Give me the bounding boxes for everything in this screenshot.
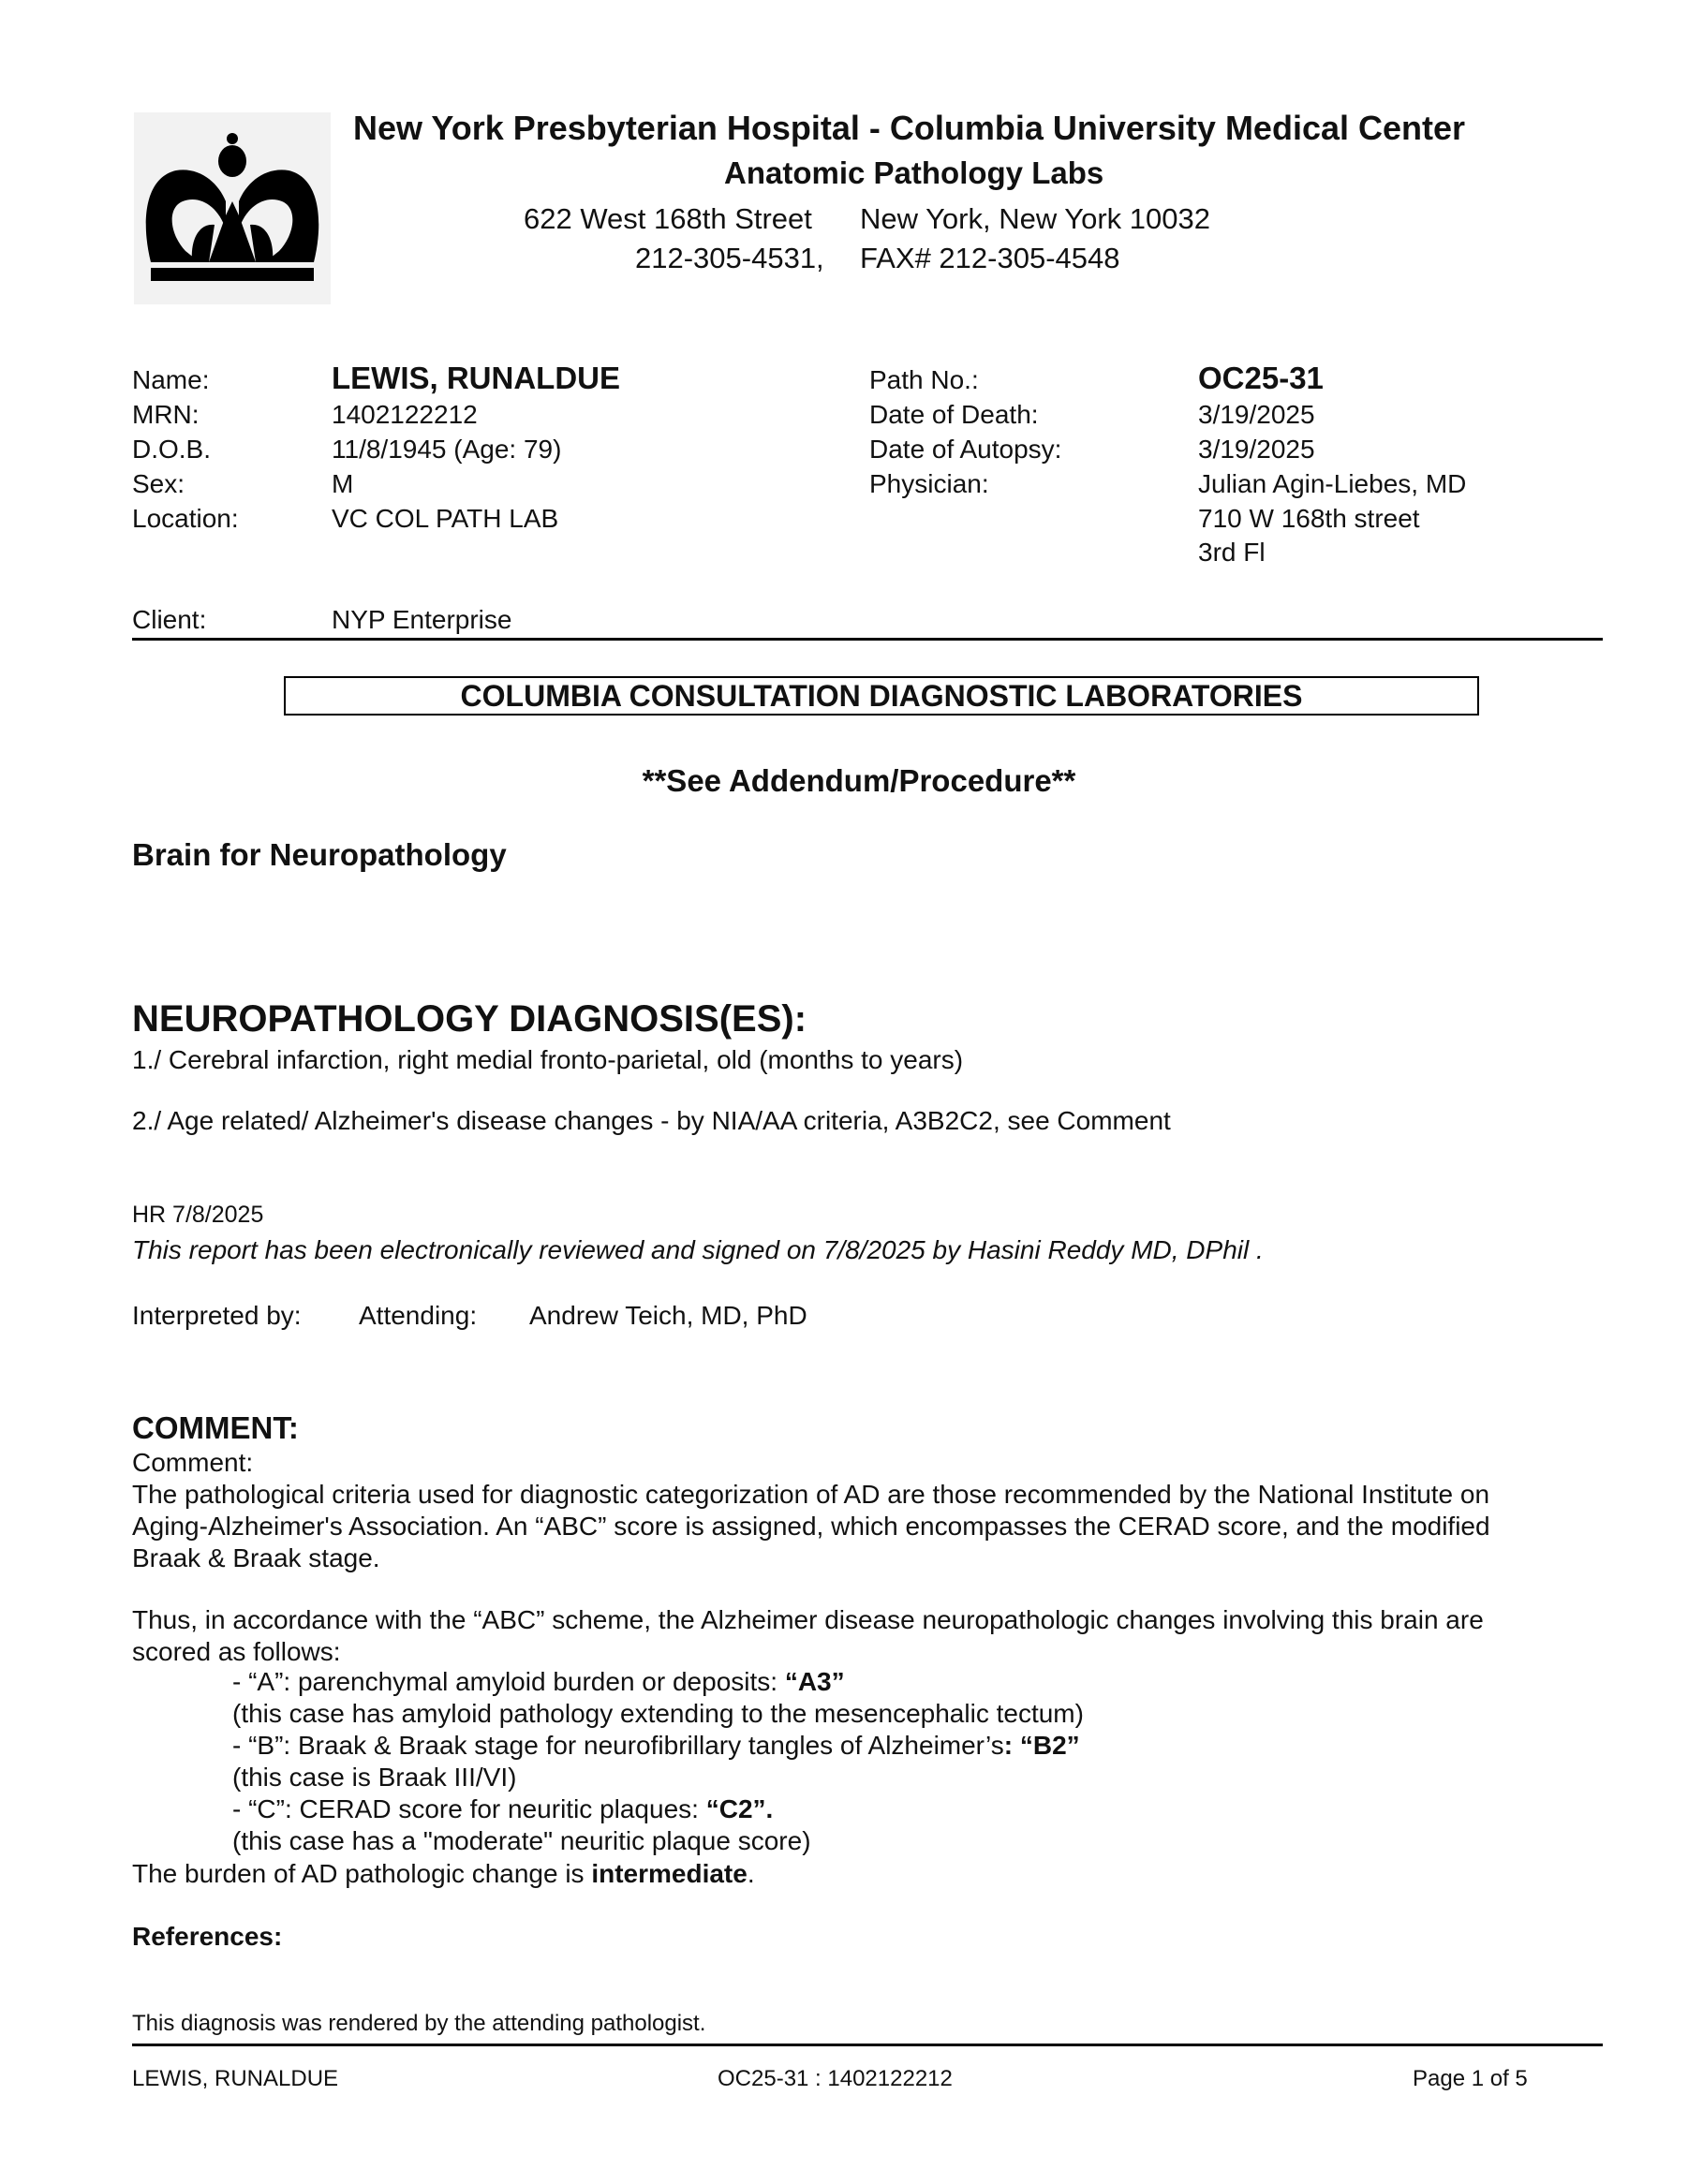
attending-name: Andrew Teich, MD, PhD <box>529 1301 807 1330</box>
score-a-value: “A3” <box>784 1667 845 1696</box>
comment-para2-line2: scored as follows: <box>132 1637 341 1666</box>
score-c-text: - “C”: CERAD score for neuritic plaques: <box>232 1794 706 1823</box>
addendum-note: **See Addendum/Procedure** <box>642 763 1076 798</box>
specimen-title: Brain for Neuropathology <box>132 837 507 872</box>
score-c-line <box>232 1794 773 1824</box>
location-value: VC COL PATH LAB <box>332 504 559 533</box>
footer-divider <box>132 2044 1603 2046</box>
patient-name: LEWIS, RUNALDUE <box>332 361 620 395</box>
autopsy-date-label: Date of Autopsy: <box>869 435 1062 464</box>
score-b-value: “B2” <box>1019 1731 1080 1760</box>
fax-number: FAX# 212-305-4548 <box>860 242 1120 274</box>
score-a-line <box>232 1667 845 1697</box>
signature-initials: HR 7/8/2025 <box>132 1202 264 1228</box>
department-name: Anatomic Pathology Labs <box>724 155 1104 190</box>
comment-para1-line1: The pathological criteria used for diagnostic categorization of AD are those recommended by the National Institute on <box>132 1480 1490 1509</box>
lab-banner: COLUMBIA CONSULTATION DIAGNOSTIC LABORATORIES <box>284 676 1479 716</box>
comment-subheading: Comment: <box>132 1448 254 1477</box>
path-no-value: OC25-31 <box>1198 361 1324 395</box>
physician-address-line1: 710 W 168th street <box>1198 504 1420 533</box>
comment-para2-line1: Thus, in accordance with the “ABC” scheme, the Alzheimer disease neuropathologic changes involving this brain are <box>132 1605 1484 1634</box>
interpreted-by-label: Interpreted by: <box>132 1301 302 1330</box>
header-divider <box>132 638 1603 641</box>
score-a-note: (this case has amyloid pathology extending to the mesencephalic tectum) <box>232 1699 1084 1728</box>
attending-label: Attending: <box>359 1301 478 1330</box>
footer-case-id: OC25-31 : 1402122212 <box>718 2066 953 2091</box>
footer-patient: LEWIS, RUNALDUE <box>132 2066 339 2091</box>
client-label: Client: <box>132 605 207 634</box>
score-c-note: (this case has a "moderate" neuritic plaque score) <box>232 1826 811 1855</box>
sex-label: Sex: <box>132 469 185 498</box>
sex-value: M <box>332 469 354 498</box>
phone-number: 212-305-4531, <box>635 242 824 274</box>
diagnosis-item-2: 2./ Age related/ Alzheimer's disease changes - by NIA/AA criteria, A3B2C2, see Comment <box>132 1106 1171 1135</box>
autopsy-date-value: 3/19/2025 <box>1198 435 1315 464</box>
death-date-value: 3/19/2025 <box>1198 400 1315 429</box>
signature-statement: This report has been electronically reviewed and signed on 7/8/2025 by Hasini Reddy MD, DPhil . <box>132 1235 1264 1264</box>
address-city: New York, New York 10032 <box>860 202 1210 235</box>
score-a-text: - “A”: parenchymal amyloid burden or deposits: <box>232 1667 785 1696</box>
diagnosis-heading: NEUROPATHOLOGY DIAGNOSIS(ES): <box>132 998 807 1040</box>
rendered-note: This diagnosis was rendered by the attending pathologist. <box>132 2011 706 2036</box>
mrn-value: 1402122212 <box>332 400 478 429</box>
references-label: References: <box>132 1922 283 1951</box>
death-date-label: Date of Death: <box>869 400 1039 429</box>
physician-label: Physician: <box>869 469 989 498</box>
dob-value: 11/8/1945 (Age: 79) <box>332 435 562 464</box>
crown-logo <box>134 112 331 304</box>
score-b-note: (this case is Braak III/VI) <box>232 1763 517 1792</box>
footer-page-number: Page 1 of 5 <box>1413 2066 1528 2091</box>
physician-name: Julian Agin-Liebes, MD <box>1198 469 1467 498</box>
mrn-label: MRN: <box>132 400 200 429</box>
comment-heading: COMMENT: <box>132 1410 299 1445</box>
address-street: 622 West 168th Street <box>524 202 812 235</box>
score-c-value: “C2”. <box>705 1794 774 1823</box>
comment-para1-line3: Braak & Braak stage. <box>132 1543 380 1572</box>
burden-text: The burden of AD pathologic change is <box>132 1859 592 1888</box>
diagnosis-item-1: 1./ Cerebral infarction, right medial fronto-parietal, old (months to years) <box>132 1045 964 1074</box>
name-label: Name: <box>132 365 210 394</box>
score-b-colon: : <box>1003 1731 1020 1760</box>
burden-value: intermediate <box>591 1859 748 1888</box>
score-b-text: - “B”: Braak & Braak stage for neurofibrillary tangles of Alzheimer’s <box>232 1731 1004 1760</box>
burden-line <box>132 1858 755 1890</box>
dob-label: D.O.B. <box>132 435 212 464</box>
physician-address-line2: 3rd Fl <box>1198 538 1266 567</box>
location-label: Location: <box>132 504 239 533</box>
path-no-label: Path No.: <box>869 365 979 394</box>
institution-name: New York Presbyterian Hospital - Columbia University Medical Center <box>353 109 1466 147</box>
score-b-line <box>232 1731 1080 1761</box>
burden-end: . <box>747 1859 755 1888</box>
crown-icon <box>134 112 331 304</box>
comment-para1-line2: Aging-Alzheimer's Association. An “ABC” score is assigned, which encompasses the CERAD score, and the modified <box>132 1512 1490 1541</box>
client-value: NYP Enterprise <box>332 605 512 634</box>
